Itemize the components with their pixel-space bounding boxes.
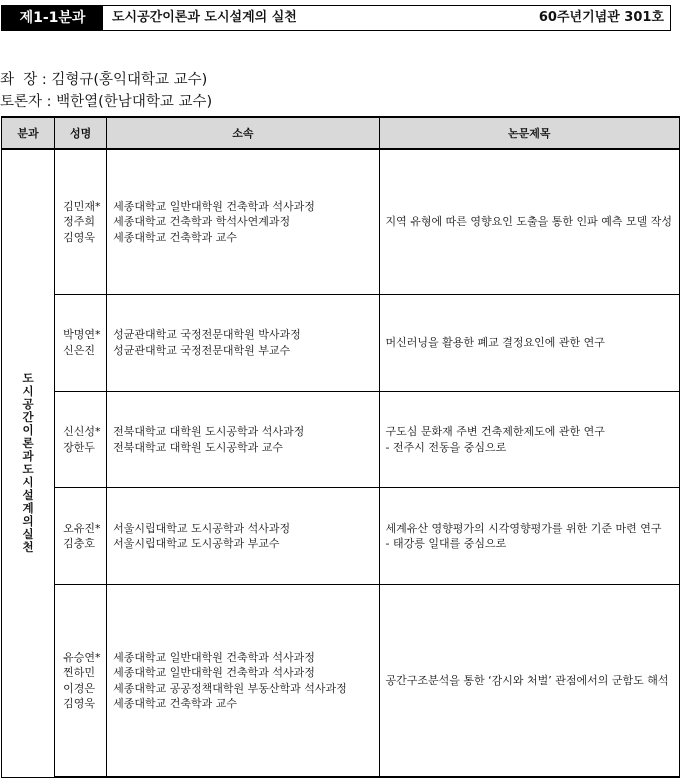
affiliation-cell	[107, 294, 379, 391]
affiliation-line: 세종대학교 공공정책대학원 부동산학과 석사과정	[113, 681, 347, 695]
author-name: 정주희	[63, 215, 95, 229]
names-cell	[55, 391, 107, 488]
paper-title-cell	[379, 585, 679, 777]
venue-label: 60주년기념관 301호	[538, 10, 664, 25]
author-name: 이경은	[63, 681, 95, 695]
chair-line: 좌 장 : 김형규(홍익대학교 교수)	[0, 72, 208, 88]
paper-title: 머신러닝을 활용한 폐교 결정요인에 관한 연구	[385, 335, 605, 349]
author-name: 김영욱	[63, 230, 95, 244]
paper-title-cell	[379, 294, 679, 391]
names-cell	[55, 294, 107, 391]
affiliation-column-header: 소속	[107, 117, 379, 149]
division-cell	[2, 149, 55, 777]
paper-title-cell	[379, 149, 679, 294]
session-title: 도시공간이론과 도시설계의 실천	[112, 10, 297, 25]
table-row	[2, 149, 680, 294]
author-name: 장한두	[63, 440, 95, 454]
affiliation-line: 전북대학교 대학원 도시공학과 석사과정	[113, 425, 305, 439]
affiliation-line: 세종대학교 건축학과 교수	[113, 230, 238, 244]
affiliation-line: 성균관대학교 국정전문대학원 박사과정	[113, 328, 301, 342]
paper-title-cell	[379, 391, 679, 488]
names-cell	[55, 488, 107, 585]
author-name: 김영욱	[63, 697, 95, 711]
paper-title: 세계유산 영향평가의 시각영향평가를 위한 기준 마련 연구	[385, 521, 662, 535]
names-cell	[55, 585, 107, 777]
table-row	[2, 585, 680, 777]
name-column-header: 성명	[55, 117, 107, 149]
paper-title: 공간구조분석을 통한 ‘감시와 처벌’ 관점에서의 군함도 해석	[385, 673, 669, 687]
division-label: 도시공간이론과 도시설계의 실천	[22, 370, 34, 554]
author-name: 박명연*	[63, 328, 101, 342]
author-name: 유승연*	[63, 650, 101, 664]
affiliation-cell	[107, 149, 379, 294]
affiliation-cell	[107, 488, 379, 585]
paper-subtitle: - 태강릉 일대를 중심으로	[385, 537, 507, 551]
division-column-header: 분과	[2, 117, 55, 149]
author-name: 김민재*	[63, 199, 101, 213]
table-row	[2, 391, 680, 488]
affiliation-line: 세종대학교 건축학과 학석사연계과정	[113, 215, 291, 229]
affiliation-line: 전북대학교 대학원 도시공학과 교수	[113, 440, 284, 454]
author-name: 찐하민	[63, 666, 95, 680]
affiliation-line: 서울시립대학교 도시공학과 부교수	[113, 537, 280, 551]
affiliation-line: 성균관대학교 국정전문대학원 부교수	[113, 343, 291, 357]
discussant-line: 토론자 : 백한열(한남대학교 교수)	[0, 94, 213, 110]
table-row	[2, 488, 680, 585]
affiliation-line: 서울시립대학교 도시공학과 석사과정	[113, 521, 291, 535]
paper-title: 지역 유형에 따른 영향요인 도출을 통한 인파 예측 모델 작성	[385, 215, 673, 229]
session-header	[1, 5, 671, 31]
paper-schedule-table	[1, 116, 680, 778]
table-header-row	[2, 117, 680, 149]
table-row	[2, 294, 680, 391]
affiliation-cell	[107, 391, 379, 488]
paper-subtitle: - 전주시 전동을 중심으로	[385, 440, 507, 454]
affiliation-line: 세종대학교 일반대학원 건축학과 석사과정	[113, 650, 315, 664]
affiliation-line: 세종대학교 일반대학원 건축학과 석사과정	[113, 666, 315, 680]
affiliation-line: 세종대학교 일반대학원 건축학과 석사과정	[113, 199, 315, 213]
author-name: 오유진*	[63, 521, 101, 535]
author-name: 신은진	[63, 343, 95, 357]
session-code-badge: 제1-1분과	[2, 6, 103, 30]
affiliation-line: 세종대학교 건축학과 교수	[113, 697, 238, 711]
paper-title-cell	[379, 488, 679, 585]
author-name: 김충호	[63, 537, 95, 551]
affiliation-cell	[107, 585, 379, 777]
author-name: 신신성*	[63, 425, 101, 439]
names-cell	[55, 149, 107, 294]
paper-title: 구도심 문화재 주변 건축제한제도에 관한 연구	[385, 425, 605, 439]
title-column-header: 논문제목	[379, 117, 679, 149]
